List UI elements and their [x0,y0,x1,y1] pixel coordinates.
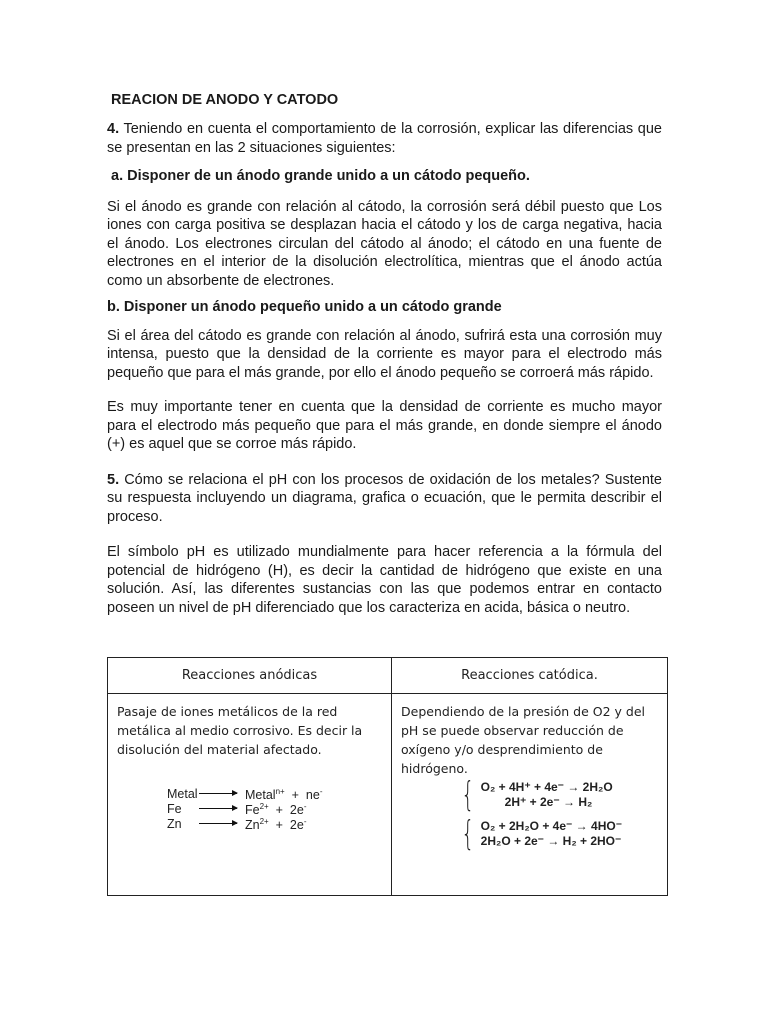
section-b-heading: b. Disponer un ánodo pequeño unido a un cátodo grande [107,299,502,315]
question-4 [107,120,662,157]
question-4-number: 4. [107,121,120,137]
question-5-answer: El símbolo pH es utilizado mundialmente para hacer referencia a la fórmula del potencial de hidrógeno (H), es decir la cantidad de hidrógeno que existe en una solución. Así, las diferentes sustancias con las que podemos entrar en contacto poseen un nivel de pH diferenciado que los caracteriza en acida, básica o neutro. [107,544,662,616]
section-b-text-1: Si el área del cátodo es grande con relación al ánodo, sufrirá esta una corrosión muy intensa, puesto que la densidad de la corriente es mayor para el electrodo más pequeño que para el más grande, por ello el ánodo pequeño se corroerá más rápido. [107,327,662,381]
section-b-text-2: Es muy importante tener en cuenta que la densidad de corriente es mucho mayor para el electrodo más pequeño que para el más grande, en donde siempre el ánodo (+) es aquel que se corroe más rápido. [107,399,662,452]
anodic-eq-row [167,786,383,801]
question-5-text: Cómo se relaciona el pH con los procesos de oxidación de los metales? Sustente su respuesta incluyendo un diagrama, grafica o ecuación, que le permita describir el proceso. [107,471,662,525]
eq-right: Metal$^{n+}$ + ne- [245,787,323,802]
table-header-row [108,658,668,694]
brace-icon: { [461,814,475,854]
header-cathodic: Reacciones catódica. [392,658,668,694]
reactions-table [107,657,668,896]
eq-left: Fe [167,801,182,816]
eq-left: Zn [167,816,182,831]
question-5 [107,471,662,527]
basic-eq-1: O₂ + 2H₂O + 4e⁻ → 4HO⁻ [480,819,623,833]
arrow-icon [199,823,237,824]
acid-equations [457,775,659,815]
brace-icon: { [461,775,475,815]
question-5-number: 5. [107,471,120,488]
section-a-text: Si el ánodo es grande con relación al cátodo, la corrosión será débil puesto que Los iones con carga positiva se desplazan hacia el cátodo y los de carga negativa, hacia el ánodo. Los electrones circulan del cátodo al ánodo; el cátodo en una fuente de electrones en el interior de la disolución electrolítica, mientras que el ánodo actúa como un absorbente de electrones. [107,198,662,289]
anodic-eq-row [167,816,383,831]
anodic-eq-row [167,801,383,816]
anodic-cell [108,694,392,896]
eq-left: Metal [167,786,198,801]
arrow-icon [199,793,237,794]
question-4-text: Teniendo en cuenta el comportamiento de la corrosión, explicar las diferencias que se presentan en las 2 situaciones siguientes: [107,121,662,156]
document-title: REACION DE ANODO Y CATODO [111,92,339,108]
anodic-description: Pasaje de iones metálicos de la red metálica al medio corrosivo. Es decir la disolución del material afectado. [117,704,363,757]
acid-eq-1: O₂ + 4H⁺ + 4e⁻ → 2H₂O [480,780,613,794]
section-a-heading: a. Disponer de un ánodo grande unido a un cátodo pequeño. [111,168,530,184]
document-page [107,92,662,617]
acid-eq-2: 2H⁺ + 2e⁻ → H₂ [504,795,593,809]
basic-equations [457,814,659,854]
arrow-icon [199,808,237,809]
header-anodic: Reacciones anódicas [108,658,392,694]
anodic-equations [167,786,383,831]
eq-right: $Zn^{2+} + 2e^-$ [245,817,307,832]
basic-eq-2: 2H₂O + 2e⁻ → H₂ + 2HO⁻ [480,834,622,848]
cathodic-description: Dependiendo de la presión de O2 y del pH se puede observar reducción de oxígeno y/o desprendimiento de hidrógeno. [401,704,645,776]
table-body-row [108,694,668,896]
cathodic-cell [392,694,668,896]
eq-right: $Fe^{2+} + 2e^-$ [245,802,307,817]
